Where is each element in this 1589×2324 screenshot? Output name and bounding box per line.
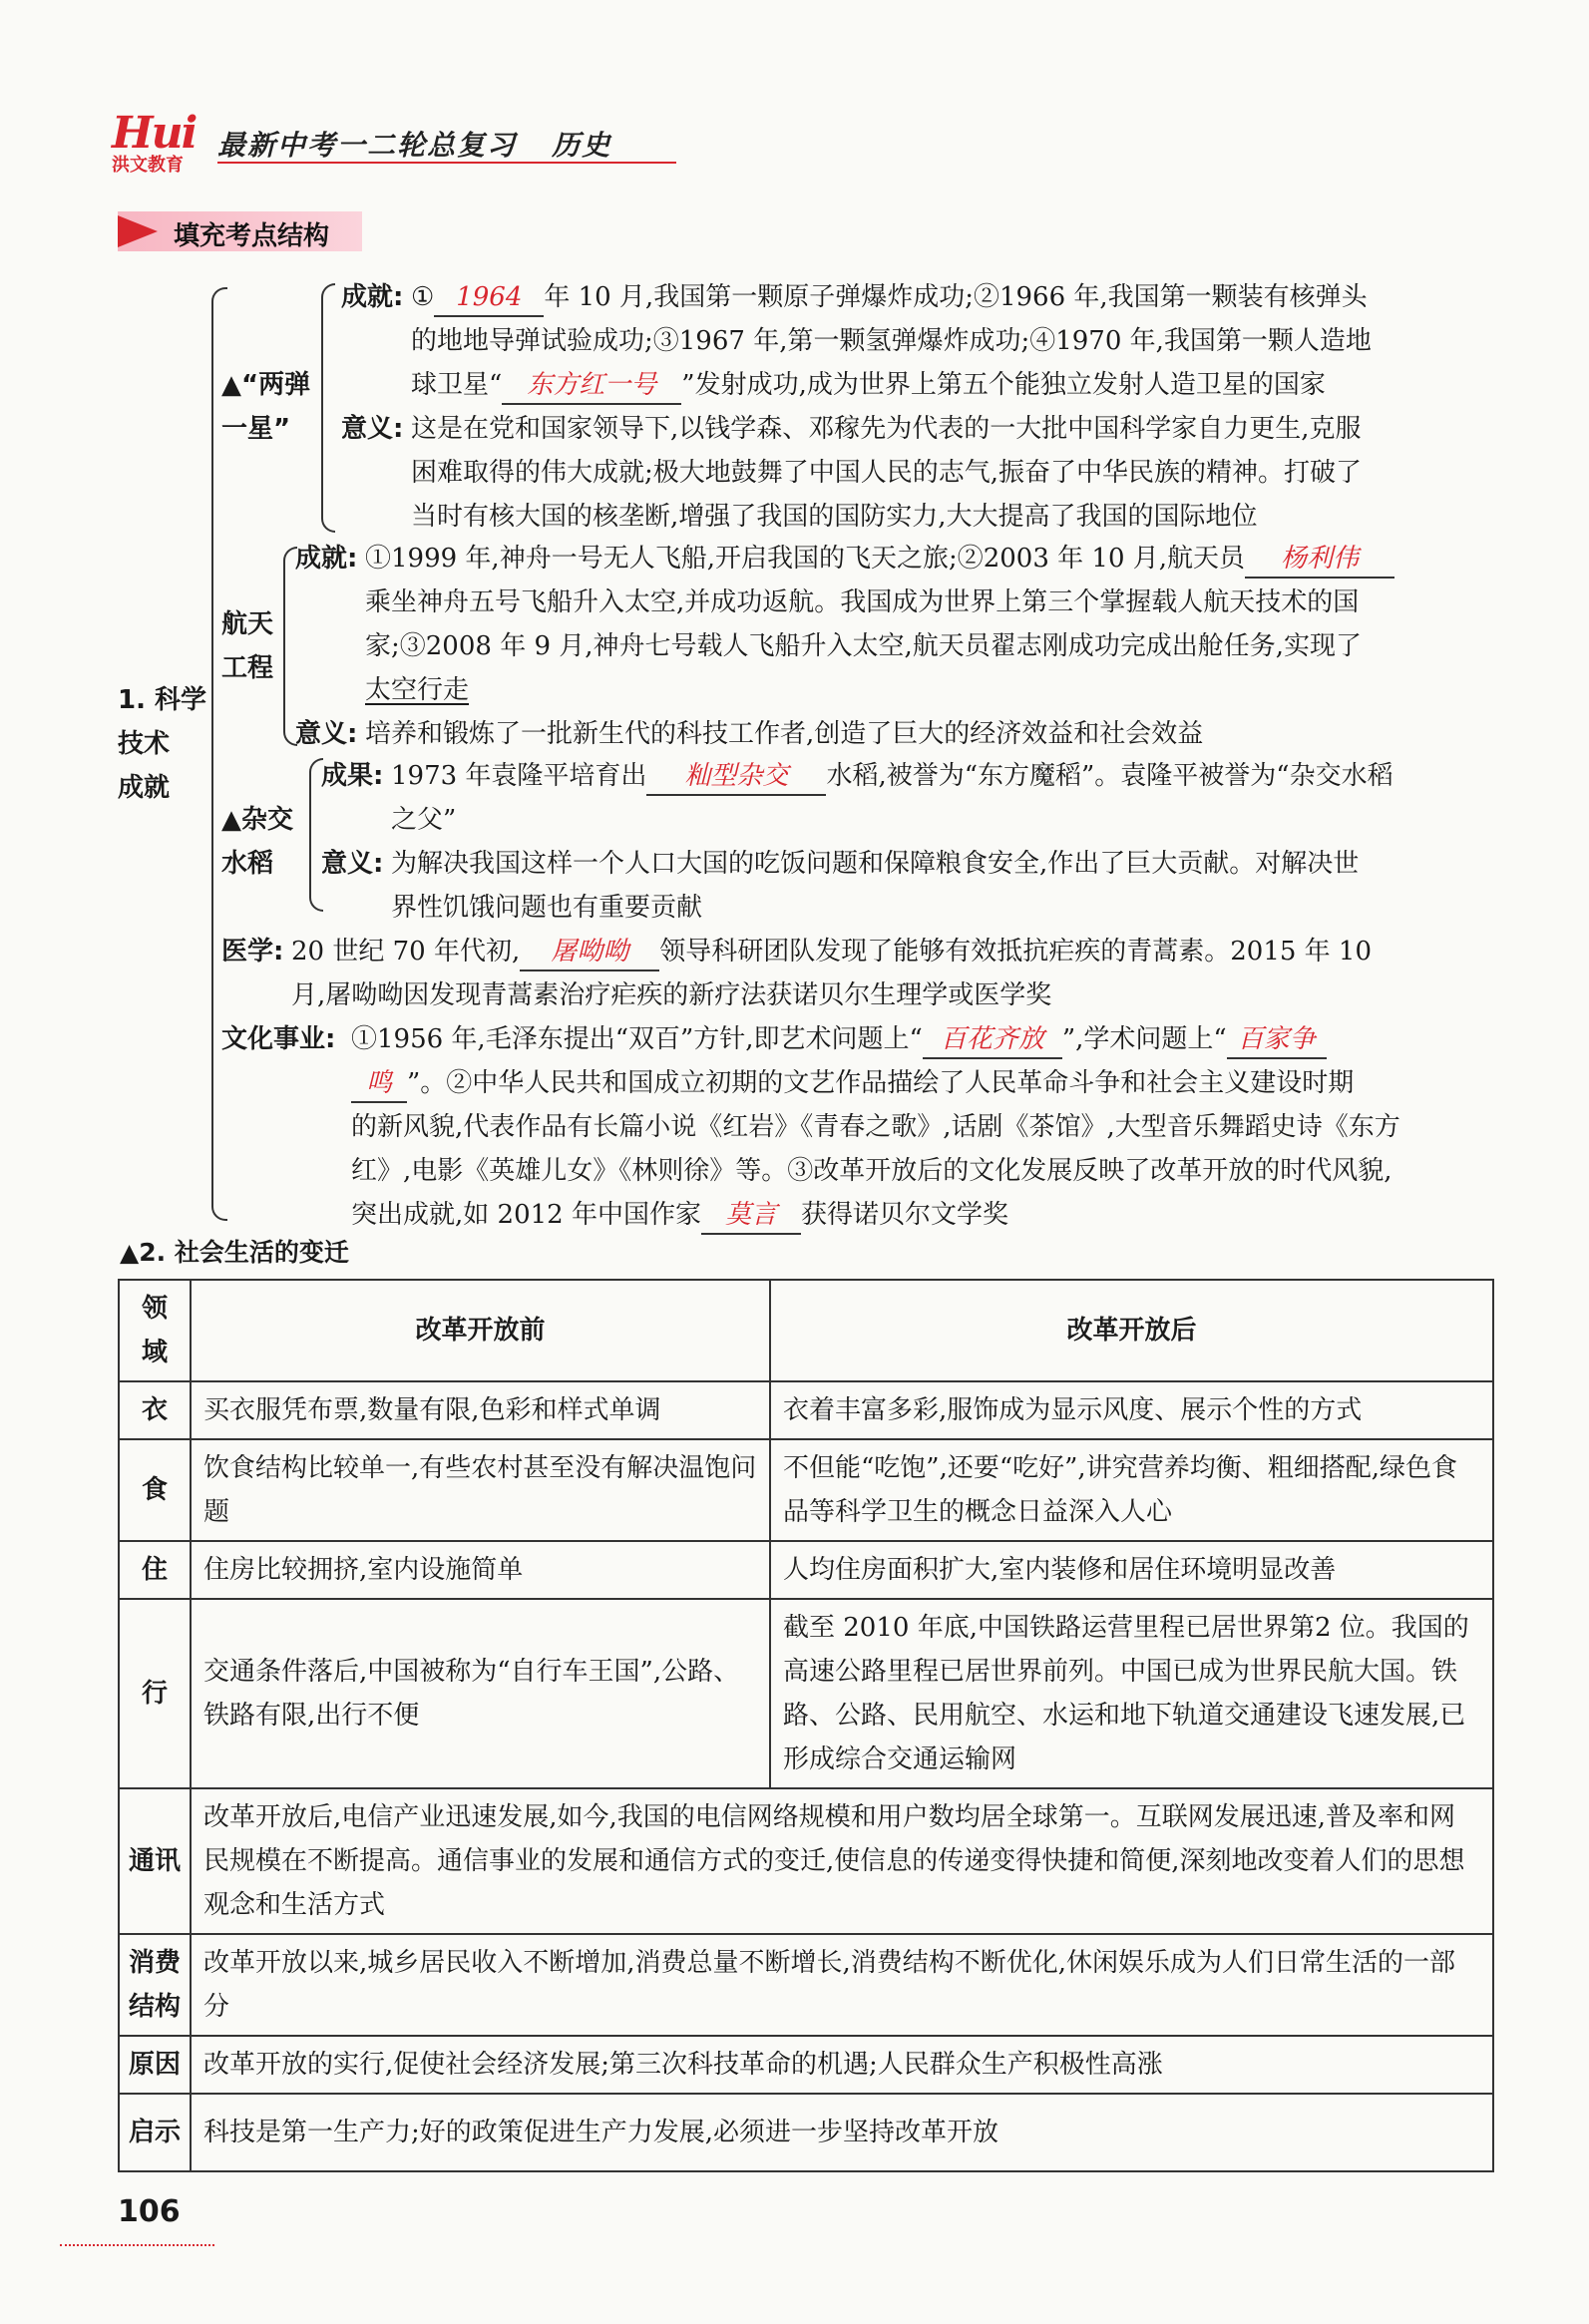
rice-label-2: 水稻 [221, 849, 274, 879]
row-after: 衣着丰富多彩,服饰成为显示风度、展示个性的方式 [770, 1381, 1493, 1439]
row-area: 启示 [119, 2094, 191, 2171]
two-bombs-label-1: ▲“两弹 [221, 370, 311, 400]
culture-label: 文化事业: [221, 1024, 336, 1054]
culture-line4: 红》,电影《英雄儿女》《林则徐》等。③改革开放后的文化发展反映了改革开放的时代风貌, [351, 1156, 1392, 1186]
answer-1964: 1964 [434, 279, 544, 317]
row-after: 人均住房面积扩大,室内装修和居住环境明显改善 [770, 1541, 1493, 1599]
medicine-line1 [291, 930, 1372, 973]
section1-title-line3: 成就 [118, 773, 171, 803]
row-area: 通讯 [119, 1788, 191, 1934]
row-text: 改革开放的实行,促使社会经济发展;第三次科技革命的机遇;人民群众生产积极性高涨 [191, 2036, 1493, 2094]
rice-line1 [391, 754, 1393, 798]
text: 突出成就,如 2012 年中国作家 [351, 1200, 701, 1230]
row-text: 改革开放以来,城乡居民收入不断增加,消费总量不断增长,消费结构不断优化,休闲娱乐成为人们日常生活的一部分 [191, 1934, 1493, 2036]
two-bombs-meaning-line1: 这是在党和国家领导下,以钱学森、邓稼先为代表的一大批中国科学家自力更生,克服 [411, 414, 1362, 444]
book-title [217, 124, 611, 164]
text: ①1956 年,毛泽东提出“双百”方针,即艺术问题上“ [351, 1024, 923, 1054]
table-header-row [119, 1280, 1493, 1381]
text: ”发射成功,成为世界上第五个能独立发射人造卫星的国家 [681, 370, 1326, 400]
row-before: 住房比较拥挤,室内设施简单 [191, 1541, 770, 1599]
space-meaning-label: 意义: [295, 719, 358, 749]
header-before: 改革开放前 [191, 1280, 770, 1381]
table-row [119, 1381, 1493, 1439]
space-line1 [365, 537, 1394, 581]
rice-meaning-line2: 界性饥饿问题也有重要贡献 [391, 893, 703, 923]
page-number-divider [60, 2244, 214, 2246]
social-change-table [118, 1279, 1494, 2172]
row-before: 买衣服凭布票,数量有限,色彩和样式单调 [191, 1381, 770, 1439]
rice-line2: 之父” [391, 805, 457, 835]
two-bombs-meaning-line2: 困难取得的伟大成就;极大地鼓舞了中国人民的志气,振奋了中华民族的精神。打破了 [411, 458, 1363, 488]
two-bombs-brace [321, 283, 335, 533]
culture-line3: 的新风貌,代表作品有长篇小说《红岩》《青春之歌》,话剧《茶馆》,大型音乐舞蹈史诗《东方 [351, 1112, 1400, 1142]
two-bombs-meaning-label: 意义: [341, 414, 404, 444]
answer-astronaut: 杨利伟 [1245, 541, 1394, 579]
row-area: 衣 [119, 1381, 191, 1439]
table-row [119, 1439, 1493, 1541]
medicine-line2: 月,屠呦呦因发现青蒿素治疗疟疾的新疗法获诺贝尔生理学或医学奖 [291, 980, 1052, 1010]
row-area: 原因 [119, 2036, 191, 2094]
row-text: 科技是第一生产力;好的政策促进生产力发展,必须进一步坚持改革开放 [191, 2094, 1493, 2171]
answer-baijia: 百家争 [1227, 1021, 1327, 1059]
section1-title-line2: 技术 [118, 729, 171, 759]
text: ①1999 年,神舟一号无人飞船,开启我国的飞天之旅;②2003 年 10 月,航天员 [365, 544, 1246, 574]
text: 球卫星“ [411, 370, 503, 400]
banner-arrow-icon [118, 215, 158, 247]
answer-rice: 籼型杂交 [646, 758, 826, 796]
table-row [119, 1599, 1493, 1788]
two-bombs-achieve-line3 [411, 363, 1326, 407]
header-after: 改革开放后 [770, 1280, 1493, 1381]
space-achieve-label: 成就: [295, 544, 358, 574]
row-before: 饮食结构比较单一,有些农村甚至没有解决温饱问题 [191, 1439, 770, 1541]
space-label-2: 工程 [221, 653, 274, 683]
answer-baihua: 百花齐放 [923, 1021, 1062, 1059]
table-row [119, 2036, 1493, 2094]
row-area: 住 [119, 1541, 191, 1599]
section2-title: ▲2. 社会生活的变迁 [120, 1238, 349, 1267]
row-after: 截至 2010 年底,中国铁路运营里程已居世界第2 位。我国的高速公路里程已居世界前列。中国已成为世界民航大国。铁路、公路、民用航空、水运和地下轨道交通建设飞速发展,已形成综合交通运输网 [770, 1599, 1493, 1788]
text: 20 世纪 70 年代初, [291, 937, 521, 967]
section-banner [118, 211, 362, 251]
answer-tuyouyou: 屠呦呦 [520, 934, 659, 971]
row-area: 食 [119, 1439, 191, 1541]
table-row [119, 1934, 1493, 2036]
row-before: 交通条件落后,中国被称为“自行车王国”,公路、铁路有限,出行不便 [191, 1599, 770, 1788]
space-label-1: 航天 [221, 609, 274, 639]
rice-meaning-label: 意义: [321, 849, 384, 879]
rice-result-label: 成果: [321, 761, 384, 791]
book-title-text: 最新中考一二轮总复习 [217, 129, 518, 162]
header-divider [217, 162, 676, 164]
space-line3: 家;③2008 年 9 月,神舟七号载人飞船升入太空,航天员翟志刚成功完成出舱任务,实现了 [365, 631, 1363, 661]
space-meaning: 培养和锻炼了一批新生代的科技工作者,创造了巨大的经济效益和社会效益 [365, 719, 1204, 749]
row-text: 改革开放后,电信产业迅速发展,如今,我国的电信网络规模和用户数均居全球第一。互联网发展迅速,普及率和网民规模在不断提高。通信事业的发展和通信方式的变迁,使信息的传递变得快捷和简便,深刻地改变着人们的思想观念和生活方式 [191, 1788, 1493, 1934]
culture-line1 [351, 1017, 1327, 1061]
table-row [119, 2094, 1493, 2171]
answer-ming: 鸣 [351, 1065, 407, 1103]
section1-title-line1: 1. 科学 [118, 685, 207, 715]
text: 领导科研团队发现了能够有效抵抗疟疾的青蒿素。2015 年 10 [659, 937, 1373, 967]
text: 1973 年袁隆平培育出 [391, 761, 647, 791]
text: ”,学术问题上“ [1061, 1024, 1227, 1054]
rice-label-1: ▲杂交 [221, 805, 293, 835]
two-bombs-meaning-line3: 当时有核大国的核垄断,增强了我国的国防实力,大大提高了我国的国际地位 [411, 502, 1258, 532]
header-area: 领域 [119, 1280, 191, 1381]
table-row [119, 1541, 1493, 1599]
banner-title: 填充考点结构 [174, 221, 330, 251]
two-bombs-achieve-label: 成就: [341, 282, 404, 312]
text: 水稻,被誉为“东方魔稻”。袁隆平被誉为“杂交水稻 [826, 761, 1393, 791]
culture-line5 [351, 1193, 1008, 1237]
answer-satellite: 东方红一号 [502, 367, 681, 405]
space-line2: 乘坐神舟五号飞船升入太空,并成功返航。我国成为世界上第三个掌握载人航天技术的国 [365, 587, 1360, 617]
two-bombs-label-2: 一星” [221, 414, 291, 444]
row-area: 消费结构 [119, 1934, 191, 2036]
text: 获得诺贝尔文学奖 [800, 1200, 1008, 1230]
answer-moyan: 莫言 [701, 1197, 801, 1235]
space-line4: 太空行走 [365, 675, 470, 705]
subject-text: 历史 [552, 129, 612, 162]
logo-mark: Hui [112, 108, 197, 159]
table-row [119, 1788, 1493, 1934]
text: ① [411, 282, 435, 312]
text: 年 10 月,我国第一颗原子弹爆炸成功;②1966 年,我国第一颗装有核弹头 [544, 282, 1368, 312]
row-area: 行 [119, 1599, 191, 1788]
rice-meaning-line1: 为解决我国这样一个人口大国的吃饭问题和保障粮食安全,作出了巨大贡献。对解决世 [391, 849, 1360, 879]
culture-line2 [351, 1061, 1354, 1105]
text: ”。②中华人民共和国成立初期的文艺作品描绘了人民革命斗争和社会主义建设时期 [407, 1068, 1355, 1098]
logo-subtitle: 洪文教育 [112, 155, 184, 176]
page-number: 106 [118, 2194, 181, 2229]
medicine-label: 医学: [221, 937, 284, 967]
two-bombs-achieve-line2: 的地地导弹试验成功;③1967 年,第一颗氢弹爆炸成功;④1970 年,我国第一颗人造地 [411, 326, 1372, 356]
two-bombs-achieve-line1 [411, 275, 1368, 319]
publisher-logo [112, 108, 221, 176]
row-after: 不但能“吃饱”,还要“吃好”,讲究营养均衡、粗细搭配,绿色食品等科学卫生的概念日益深入人心 [770, 1439, 1493, 1541]
